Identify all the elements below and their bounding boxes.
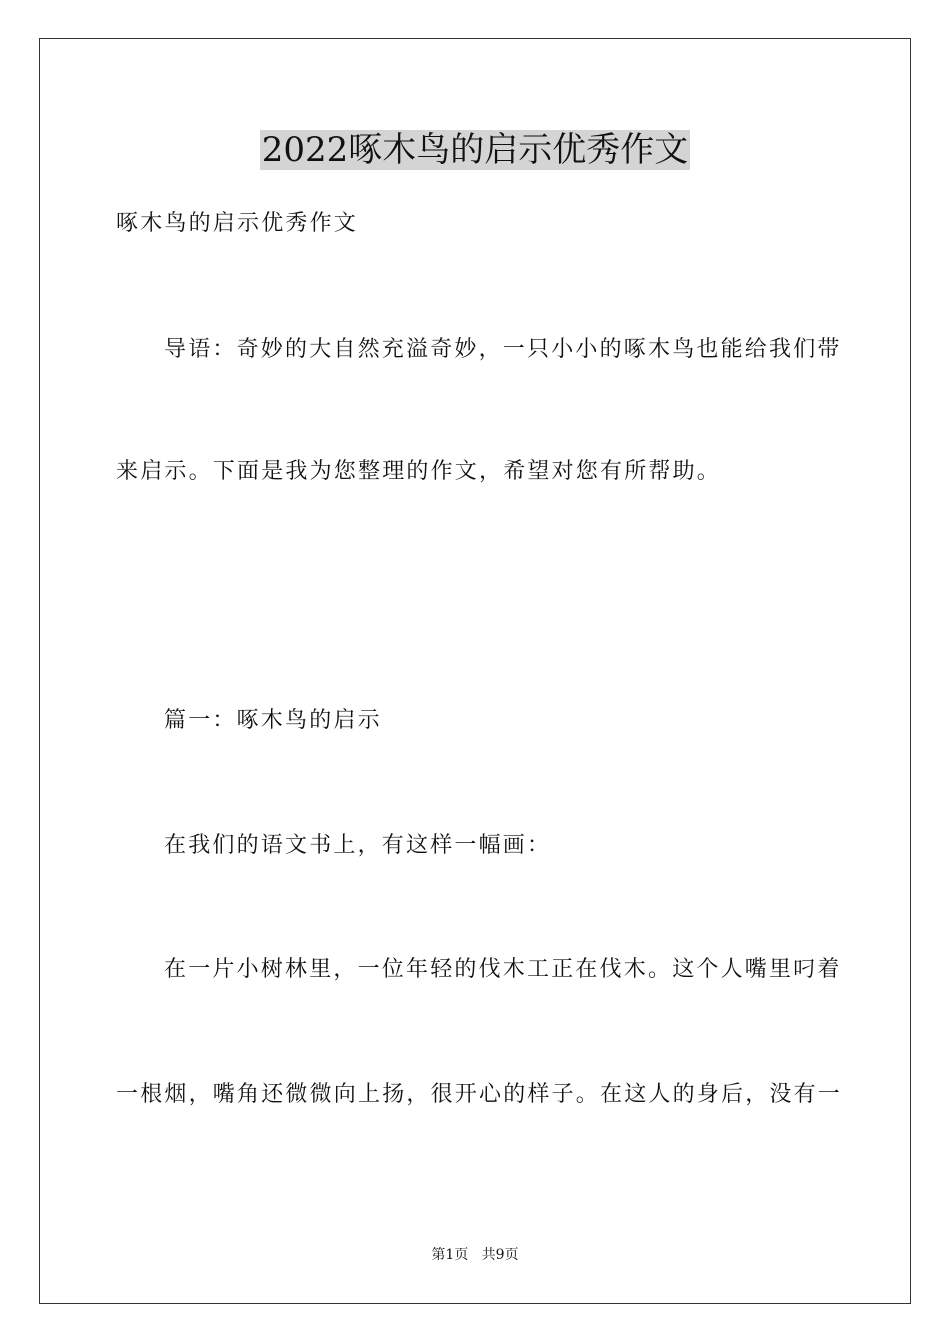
document-subtitle: 啄木鸟的启示优秀作文 bbox=[116, 211, 359, 236]
page-footer: 第1页 共9页 bbox=[431, 1247, 519, 1263]
paragraph-line: 一根烟，嘴角还微微向上扬，很开心的样子。在这人的身后，没有一 bbox=[116, 1082, 843, 1107]
paragraph-intro-line-2: 来启示。下面是我为您整理的作文，希望对您有所帮助。 bbox=[116, 459, 722, 484]
paragraph-line: 在一片小树林里，一位年轻的伐木工正在伐木。这个人嘴里叼着 bbox=[164, 957, 842, 982]
document-title-text: 2022啄木鸟的启示优秀作文 bbox=[261, 130, 689, 170]
paragraph-line: 在我们的语文书上，有这样一幅画： bbox=[164, 833, 552, 858]
paragraph-intro-line-1: 导语：奇妙的大自然充溢奇妙，一只小小的啄木鸟也能给我们带 bbox=[164, 337, 842, 362]
section-heading: 篇一：啄木鸟的启示 bbox=[164, 708, 382, 733]
document-title bbox=[0, 126, 950, 174]
